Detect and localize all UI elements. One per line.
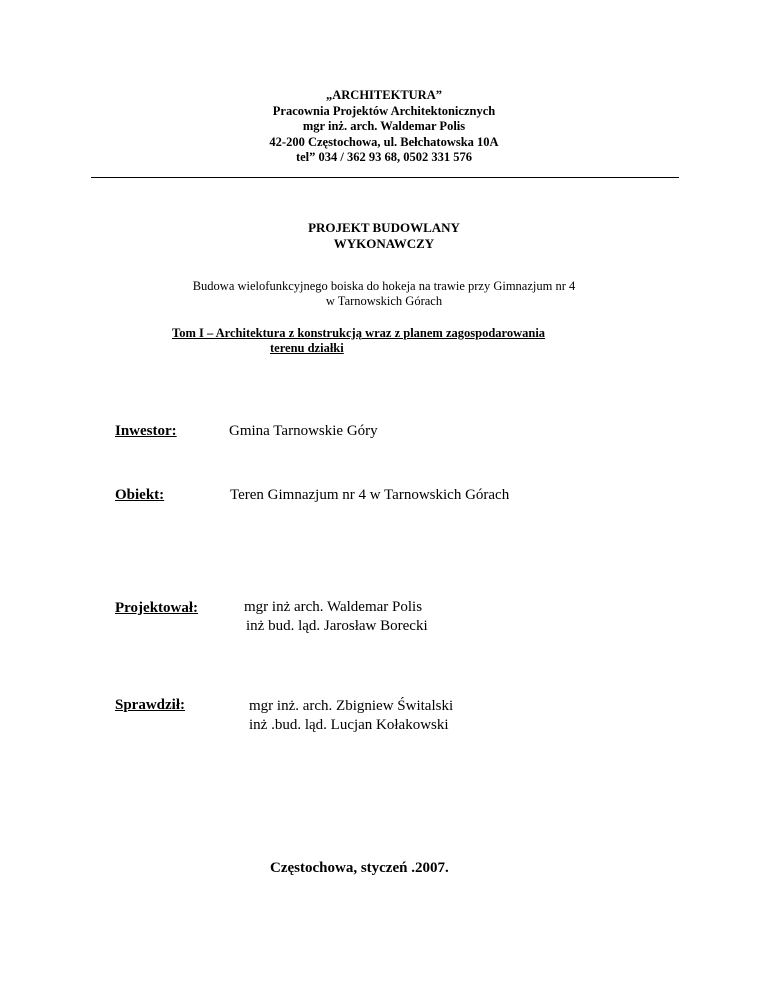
project-description-line2: w Tarnowskich Górach — [325, 294, 443, 308]
place-date: Częstochowa, styczeń .2007. — [270, 860, 449, 876]
company-owner: mgr inż. arch. Waldemar Polis — [302, 119, 466, 133]
checker-value-2: inż .bud. ląd. Lucjan Kołakowski — [249, 717, 449, 733]
checker-value-1: mgr inż. arch. Zbigniew Świtalski — [249, 698, 454, 714]
designer-label: Projektował: — [115, 600, 199, 616]
company-name: „ARCHITEKTURA” — [326, 88, 442, 102]
checker-label: Sprawdził: — [115, 697, 186, 713]
project-description-line1: Budowa wielofunkcyjnego boiska do hokeja na trawie przy Gimnazjum nr 4 — [192, 279, 576, 293]
company-address: 42-200 Częstochowa, ul. Bełchatowska 10A — [269, 134, 499, 149]
designer-value-1: mgr inż arch. Waldemar Polis — [244, 599, 423, 615]
volume-title-line2: terenu działki — [270, 341, 344, 355]
company-phone: tel” 034 / 362 93 68, 0502 331 576 — [295, 150, 473, 164]
investor-label: Inwestor: — [115, 423, 177, 439]
object-value: Teren Gimnazjum nr 4 w Tarnowskich Górach — [230, 487, 510, 503]
project-description — [0, 279, 768, 309]
project-title-line1: PROJEKT BUDOWLANY — [308, 220, 460, 235]
project-title-line2: WYKONAWCZY — [333, 235, 435, 251]
header-divider — [91, 177, 679, 178]
designer-value-2: inż bud. ląd. Jarosław Borecki — [246, 618, 428, 634]
object-label: Obiekt: — [115, 487, 165, 503]
company-header — [0, 88, 768, 166]
investor-value: Gmina Tarnowskie Góry — [229, 423, 378, 439]
project-title-block — [0, 220, 768, 251]
company-studio: Pracownia Projektów Architektonicznych — [272, 103, 496, 118]
volume-title-line1: Tom I – Architektura z konstrukcją wraz z planem zagospodarowania — [172, 326, 546, 340]
